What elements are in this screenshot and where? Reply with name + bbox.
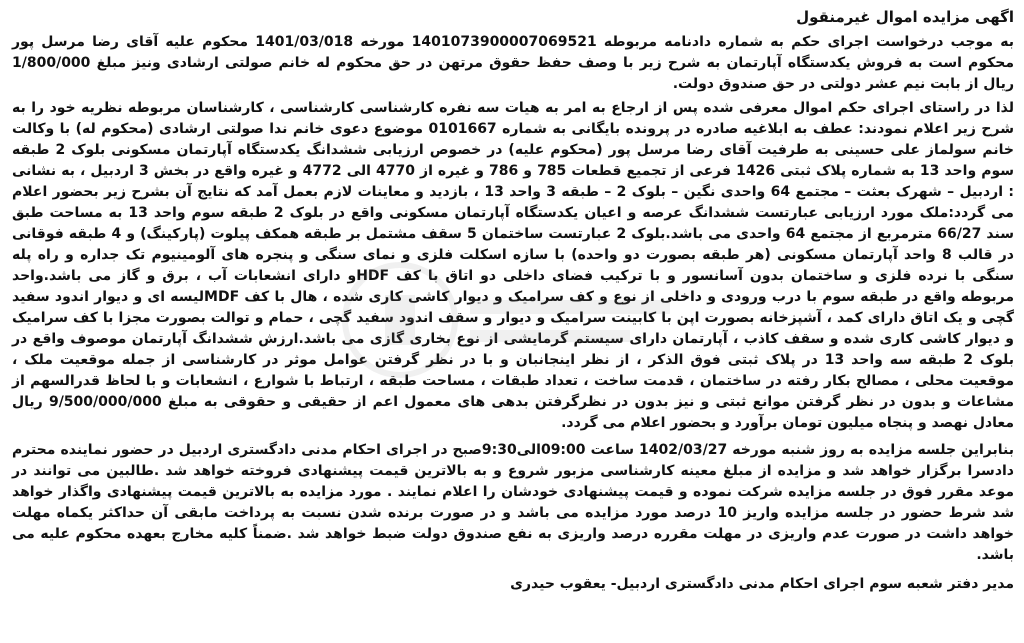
- notice-paragraph-appraisal: لذا در راستای اجرای حکم اموال معرفی شده پس از ارجاع به امر به هیات سه نفره کارشناسی کارشناسی ، کارشناسان مربوطه نظریه خود را به شرح زیر اعلام نمودند: عطف به ابلاغیه صادره در پرونده بایگانی به شماره 0101667 موضوع دعوی خانم ندا صولتی ارشادی (محکوم له) با وکالت خانم سولماز علی حسینی به طرفیت آقای رضا مرسل پور (محکوم علیه) در خصوص ارزیابی ششدانگ یکدستگاه آپارتمان مسکونی بلوک 2 طبقه سوم واحد 13 به شماره پلاک ثبتی 1426 فرعی از تجمیع قطعات 785 و 786 و غیره از 4770 الی 4772 و غیره واقع در بخش 3 اردبیل ، به نشانی : اردبیل – شهرک بعثت – مجتمع 64 واحدی نگین – بلوک 2 – طبقه 3 واحد 13 ، بازدید و معاینات لازم بعمل آمد که نتایج آن بشرح زیر بحضور اعلام می گردد:ملک مورد ارزیابی عبارتست ششدانگ عرصه و اعیان یکدستگاه آپارتمان مسکونی واقع در بلوک 2 طبقه سوم واحد 13 به مساحت طبق سند 66/27 مترمربع از مجتمع 64 واحدی می باشد.بلوک 2 عبارتست ساختمان 5 سقف مشتمل بر طبقه همکف پیلوت (پارکینگ) و 4 طبقه فوقانی در قالب 8 واحد آپارتمان مسکونی (هر طبقه بصورت دو واحده) با سازه اسکلت فلزی و نمای سنگی و پنجره های آلومینیوم تک جداره و راه پله سنگی با نرده فلزی و ساختمان بدون آسانسور و با ترکیب فضای داخلی دو اتاق با کف HDFو دارای انشعابات آب ، برق و گاز می باشد.واحد مربوطه واقع در طبقه سوم با درب ورودی و داخلی از نوع و کف سرامیک و دیوار کاشی کاری شده ، هال با کف MDFلیسه ای و دیوار اندود سفید گچی و یک اتاق دارای کمد ، آشپزخانه بصورت اپن با کابینت سرامیک و دیوار و سقف اندود سفید گچی ، حمام و توالت بصورت مجزا با کف سرامیک و دیوار کاشی کاری شده و سقف کاذب ، آپارتمان دارای سیستم گرمایشی از نوع بخاری گازی می باشد.ارزش ششدانگ آپارتمان موصوف واقع در بلوک 2 طبقه سه واحد 13 در پلاک ثبتی فوق الذکر ، از نظر اینجانبان و با در نظر گرفتن عوامل موثر در کارشناسی از جمله موقعیت ملک ، موقعیت محلی ، مصالح بکار رفته در ساختمان ، قدمت ساخت ، تعداد طبقات ، مساحت طبقه ، ارتباط با شوارع ، انشعابات و با لحاظ قدرالسهم از مشاعات و بدون در نظر گرفتن موانع ثبتی و نیز بدون در نظرگرفتن بدهی های معمول اعم از حقیقی و حقوقی به مبلغ 9/500/000/000 ریال معادل نهصد و پنجاه میلیون تومان برآورد و بحضور اعلام می گردد.: [12, 100, 1015, 431]
- notice-signature: مدیر دفتر شعبه سوم اجرای احکام مدنی دادگستری اردبیل- یعقوب حیدری: [510, 576, 1014, 592]
- notice-paragraph-judgment: به موجب درخواست اجرای حکم به شماره دادنامه مربوطه 140107390000706952‌1 مورخه 1401/03/018 محکوم علیه آقای رضا مرسل پور محکوم است به فروش یکدستگاه آپارتمان به شرح زیر با وصف حفظ حقوق مرتهن در حق محکوم له خانم صولتی ارشادی ونیز مبلغ 1/800/000 ریال از بابت نیم عشر دولتی در حق صندوق دولت.: [12, 34, 1014, 92]
- notice-title: اگهی مزایده اموال غیرمنقول: [796, 8, 1014, 26]
- notice-paragraph-auction-session: بنابراین جلسه مزایده به روز شنبه مورخه 1402/03/27 ساعت 09:00الی9:30صبح در اجرای احکام مدنی دادگستری اردبیل در حضور نماینده محترم دادسرا برگزار خواهد شد و مزایده از مبلغ معینه کارشناسی مزبور شروع و به بالاترین قیمت پیشنهادی فروخته خواهد شد .طالبین می توانند در موعد مقرر فوق در جلسه مزایده شرکت نموده و قیمت پیشنهادی خودشان را اعلام نمایند . مورد مزایده به بالاترین قیمت پیشنهادی واگذار خواهد شد شرط حضور در جلسه مزایده واریز 10 درصد مورد مزایده می باشد و در صورت برنده شدن نسبت به پرداخت مابقی آن حداکثر یکماه مهلت خواهد داشت در صورت عدم واریزی در مهلت مقرره درصد واریزی به نفع صندوق دولت ضبط خواهد شد .ضمناً کلیه مخارج بعهده محکوم علیه می باشد.: [12, 442, 1014, 563]
